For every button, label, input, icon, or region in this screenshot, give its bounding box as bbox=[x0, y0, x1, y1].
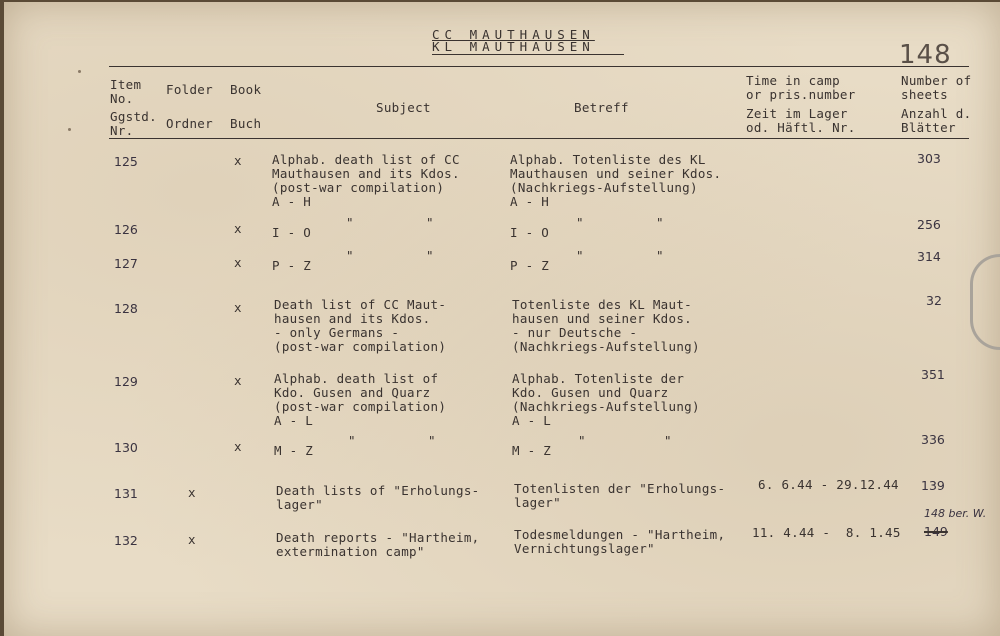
row-127-item: 127 bbox=[114, 256, 138, 271]
row-130-ditto-2: " bbox=[428, 433, 436, 448]
row-126-book: x bbox=[234, 221, 242, 236]
document-page bbox=[4, 2, 1000, 636]
row-130-ditto-4: " bbox=[664, 433, 672, 448]
col-sheets-en: Number of sheets bbox=[901, 73, 972, 102]
row-131-item: 131 bbox=[114, 486, 138, 501]
col-folder-en: Folder bbox=[166, 82, 213, 97]
row-126-subject: I - O bbox=[272, 225, 312, 240]
row-126-item: 126 bbox=[114, 222, 138, 237]
row-130-book: x bbox=[234, 439, 242, 454]
row-126-ditto-2: " bbox=[426, 215, 434, 230]
row-128-betreff: Totenliste des KL Maut- hausen und seiner Kdos. - nur Deutsche - (Nachkriegs-Aufstellung) bbox=[512, 297, 700, 354]
row-125-sheets: 303 bbox=[917, 151, 941, 166]
row-126-ditto-4: " bbox=[656, 215, 664, 230]
header-top-rule bbox=[109, 66, 969, 67]
col-subject: Subject bbox=[376, 100, 431, 115]
col-book-de: Buch bbox=[230, 116, 262, 131]
col-folder-de: Ordner bbox=[166, 116, 213, 131]
header-bottom-rule bbox=[109, 138, 969, 139]
row-132-betreff: Todesmeldungen - "Hartheim, Vernichtungslager" bbox=[514, 527, 726, 556]
row-126-betreff: I - O bbox=[510, 225, 550, 240]
row-132-item: 132 bbox=[114, 533, 138, 548]
row-125-subject: Alphab. death list of CC Mauthausen and its Kdos. (post-war compilation) A - H bbox=[272, 152, 460, 209]
title-de: KL MAUTHAUSEN bbox=[432, 39, 595, 54]
row-127-betreff: P - Z bbox=[510, 258, 550, 273]
col-item-en: Item No. bbox=[110, 77, 142, 106]
row-132-subject: Death reports - "Hartheim, extermination camp" bbox=[276, 530, 480, 559]
row-130-sheets: 336 bbox=[921, 432, 945, 447]
col-time-de: Zeit im Lager od. Häftl. Nr. bbox=[746, 106, 856, 135]
paper-clip bbox=[970, 254, 1000, 350]
row-132-sheets-correction: 148 ber. W. bbox=[924, 507, 987, 520]
row-125-betreff: Alphab. Totenliste des KL Mauthausen und seiner Kdos. (Nachkriegs-Aufstellung) A - H bbox=[510, 152, 722, 209]
title-en: CC MAUTHAUSEN bbox=[432, 27, 595, 42]
row-128-book: x bbox=[234, 300, 242, 315]
row-129-book: x bbox=[234, 373, 242, 388]
row-127-ditto-4: " bbox=[656, 248, 664, 263]
row-132-sheets: 149 bbox=[924, 524, 948, 539]
col-betreff: Betreff bbox=[574, 100, 629, 115]
page-number: 148 bbox=[899, 40, 952, 70]
row-126-sheets: 256 bbox=[917, 217, 941, 232]
col-item-de: Ggstd. Nr. bbox=[110, 109, 157, 138]
row-129-item: 129 bbox=[114, 374, 138, 389]
row-130-item: 130 bbox=[114, 440, 138, 455]
row-132-folder: x bbox=[188, 532, 196, 547]
row-127-ditto-3: " bbox=[576, 248, 584, 263]
row-127-ditto-2: " bbox=[426, 248, 434, 263]
row-130-ditto-1: " bbox=[348, 433, 356, 448]
row-131-folder: x bbox=[188, 485, 196, 500]
row-131-time: 6. 6.44 - 29.12.44 bbox=[758, 477, 899, 492]
row-127-subject: P - Z bbox=[272, 258, 312, 273]
row-125-item: 125 bbox=[114, 154, 138, 169]
row-130-betreff: M - Z bbox=[512, 443, 552, 458]
row-132-time: 11. 4.44 - 8. 1.45 bbox=[752, 525, 901, 540]
row-125-book: x bbox=[234, 153, 242, 168]
row-129-betreff: Alphab. Totenliste der Kdo. Gusen und Quarz (Nachkriegs-Aufstellung) A - L bbox=[512, 371, 700, 428]
row-126-ditto-1: " bbox=[346, 215, 354, 230]
row-131-subject: Death lists of "Erholungs- lager" bbox=[276, 483, 480, 512]
row-128-subject: Death list of CC Maut- hausen and its Kdos. - only Germans - (post-war compilation) bbox=[274, 297, 447, 354]
title-underline bbox=[432, 54, 624, 55]
col-book-en: Book bbox=[230, 82, 262, 97]
row-127-sheets: 314 bbox=[917, 249, 941, 264]
margin-mark bbox=[68, 128, 71, 131]
row-127-book: x bbox=[234, 255, 242, 270]
row-130-subject: M - Z bbox=[274, 443, 314, 458]
col-sheets-de: Anzahl d. Blätter bbox=[901, 106, 972, 135]
row-126-ditto-3: " bbox=[576, 215, 584, 230]
margin-mark bbox=[78, 70, 81, 73]
row-129-subject: Alphab. death list of Kdo. Gusen and Quarz (post-war compilation) A - L bbox=[274, 371, 447, 428]
row-129-sheets: 351 bbox=[921, 367, 945, 382]
row-127-ditto-1: " bbox=[346, 248, 354, 263]
row-131-betreff: Totenlisten der "Erholungs- lager" bbox=[514, 481, 726, 510]
row-128-item: 128 bbox=[114, 301, 138, 316]
row-131-sheets: 139 bbox=[921, 478, 945, 493]
row-130-ditto-3: " bbox=[578, 433, 586, 448]
col-time-en: Time in camp or pris.number bbox=[746, 73, 856, 102]
row-128-sheets: 32 bbox=[926, 293, 942, 308]
